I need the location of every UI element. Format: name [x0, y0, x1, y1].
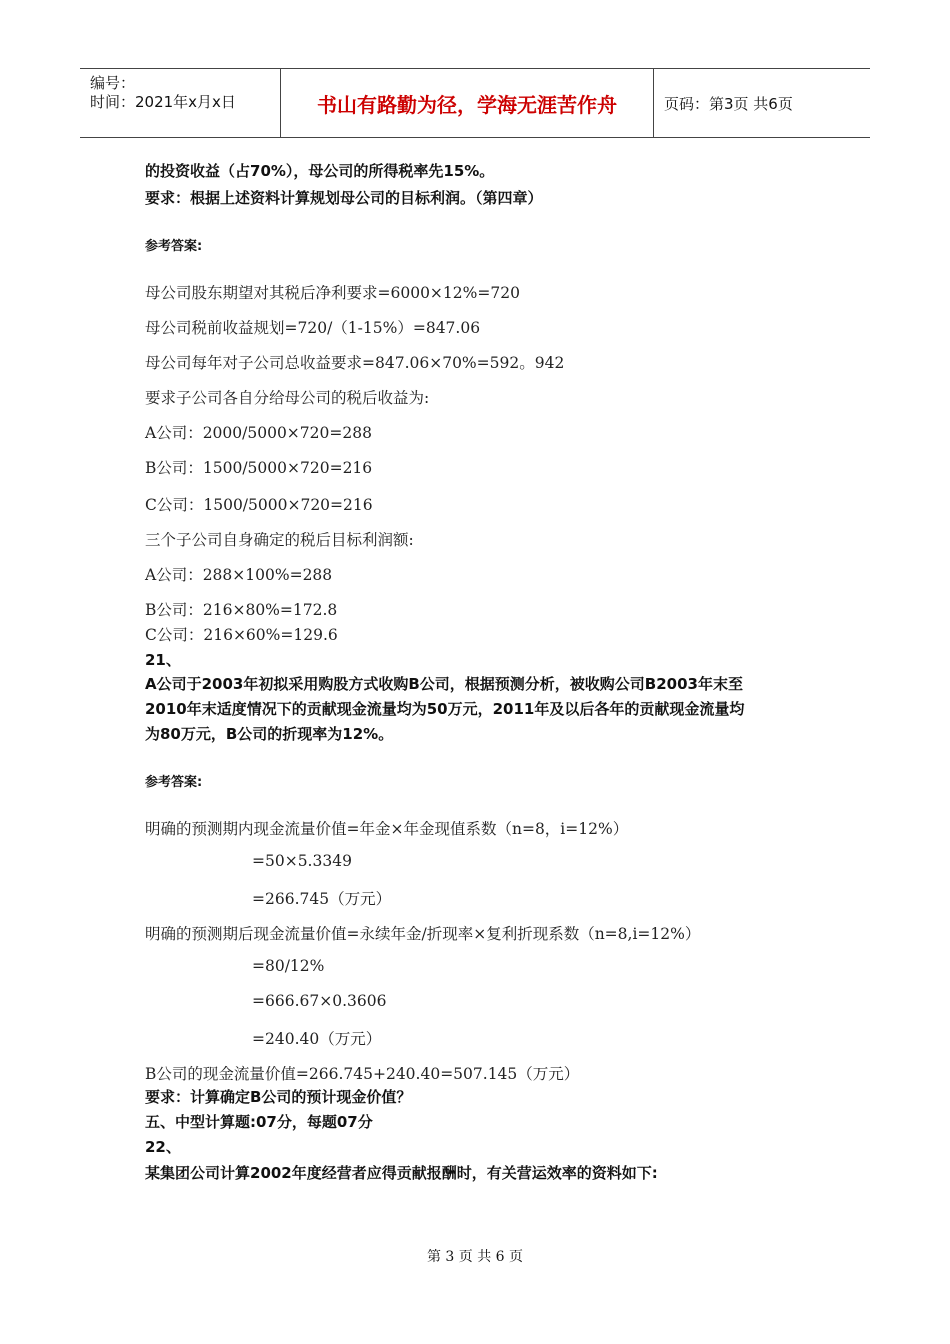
question-text-line: 某集团公司计算2002年度经营者应得贡献报酬时，有关营运效率的资料如下: [145, 1164, 658, 1182]
answer-line: =666.67×0.3606 [252, 992, 387, 1010]
page-footer: 第 3 页 共 6 页 [426, 1249, 524, 1265]
section-heading: 五、中型计算题:07分，每题07分 [145, 1113, 373, 1131]
number-label: 编号： [90, 74, 136, 92]
answer-line: 明确的预测期后现金流量价值=永续年金/折现率×复利折现系数（n=8,i=12%） [145, 925, 701, 943]
reference-answer-label: 参考答案: [145, 239, 203, 254]
answer-line: C公司：216×60%=129.6 [145, 626, 338, 644]
question-number: 22、 [145, 1138, 181, 1156]
motto: 书山有路勤为径，学海无涯苦作舟 [317, 93, 617, 117]
header-meta-cell [80, 69, 281, 137]
page-header [80, 68, 870, 138]
answer-line: 三个子公司自身确定的税后目标利润额: [145, 531, 414, 549]
answer-line: B公司：216×80%=172.8 [145, 601, 338, 619]
answer-line: 母公司每年对子公司总收益要求=847.06×70%=592。942 [145, 354, 565, 372]
answer-line: B公司的现金流量价值=266.745+240.40=507.145（万元） [145, 1065, 580, 1083]
text-line: 的投资收益（占70%），母公司的所得税率先15%。 [145, 162, 495, 180]
time-label: 时间：2021年x月x日 [90, 93, 236, 111]
answer-line: 明确的预测期内现金流量价值=年金×年金现值系数（n=8，i=12%） [145, 820, 629, 838]
header-motto-cell [281, 69, 654, 137]
answer-line: 母公司税前收益规划=720/（1-15%）=847.06 [145, 319, 481, 337]
question-text-line: 2010年末适度情况下的贡献现金流量均为50万元，2011年及以后各年的贡献现金流量均 [145, 700, 745, 718]
header-page-cell [654, 69, 870, 137]
question-text-line: 为80万元，B公司的折现率为12%。 [145, 725, 394, 743]
answer-line: 母公司股东期望对其税后净利要求=6000×12%=720 [145, 284, 520, 302]
reference-answer-label: 参考答案: [145, 775, 203, 790]
answer-line: B公司：1500/5000×720=216 [145, 459, 373, 477]
requirement-line: 要求：根据上述资料计算规划母公司的目标利润。（第四章） [145, 189, 543, 207]
answer-line: =50×5.3349 [252, 852, 352, 870]
question-number: 21、 [145, 651, 181, 669]
answer-line: =266.745（万元） [252, 890, 392, 908]
answer-line: =80/12% [252, 957, 325, 975]
question-text-line: A公司于2003年初拟采用购股方式收购B公司，根据预测分析，被收购公司B2003年末至 [145, 675, 743, 693]
answer-line: A公司：288×100%=288 [145, 566, 333, 584]
page-number-label: 页码：第3页 共6页 [664, 95, 793, 113]
requirement-line: 要求：计算确定B公司的预计现金价值？ [145, 1088, 412, 1106]
answer-line: A公司：2000/5000×720=288 [145, 424, 372, 442]
answer-line: 要求子公司各自分给母公司的税后收益为: [145, 389, 430, 407]
answer-line: =240.40（万元） [252, 1030, 382, 1048]
answer-line: C公司：1500/5000×720=216 [145, 496, 373, 514]
